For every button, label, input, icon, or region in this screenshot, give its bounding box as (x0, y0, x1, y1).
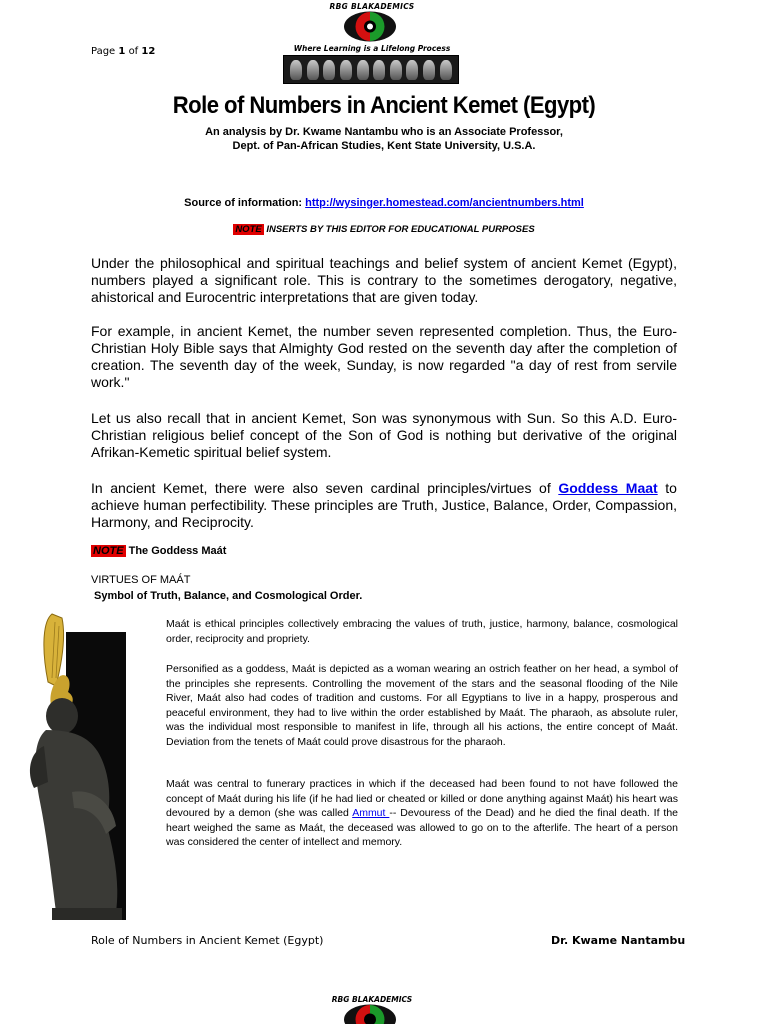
logo-title: RBG BLAKADEMICS (329, 2, 415, 11)
note-tag: NOTE (93, 545, 124, 557)
rbg-logo-emblem-icon (343, 1004, 397, 1024)
portrait-icon (357, 60, 369, 80)
portrait-strip (283, 55, 459, 84)
portrait-icon (390, 60, 402, 80)
virtues-subheading: Symbol of Truth, Balance, and Cosmological Order. (94, 590, 363, 602)
portrait-icon (290, 60, 302, 80)
maat-funerary: Maát was central to funerary practices in which if the deceased had been found to not have followed the concept of Maát during his life (if he had lied or cheated or killed or done anything against Maát) his heart was devoured by a demon (she was called Ammut -- Devouress of the Dead) and he died the final death. If the heart weighed the same as Maát, the deceased was allowed to go on to the afterlife. The heart of a person was considered the center of intellect and memory. (166, 778, 679, 848)
next-page-logo-title: RBG BLAKADEMICS (331, 995, 413, 1004)
footer-title: Role of Numbers in Ancient Kemet (Egypt) (91, 934, 324, 947)
page-title: Role of Numbers in Ancient Kemet (Egypt) (172, 92, 596, 119)
virtues-heading: VIRTUES OF MAÁT (91, 574, 191, 586)
subtitle-line-1: An analysis by Dr. Kwame Nantambu who is an Associate Professor, (205, 126, 563, 138)
maat-personified: Personified as a goddess, Maát is depicted as a woman wearing an ostrich feather on her head, a symbol of the principles she represents. Controlling the movement of the stars and the seasonal flooding of the Nile River, Maát also had codes of tradition and customs. For all Egyptians to live in a happy, prosperous and peaceful environment, they had to live within the order established by Maát. The pharaoh, as absolute ruler, was the individual most responsible to manifest in life, through all his actions, the entire concept of Maát. Deviation from the tenets of Maát could prove disastrous for the pharaoh. (166, 663, 678, 748)
source-link[interactable]: http://wysinger.homestead.com/ancientnumbers.html (305, 197, 584, 209)
source-line (0, 197, 768, 209)
portrait-icon (423, 60, 435, 80)
ammut-link[interactable]: Ammut (352, 807, 390, 819)
portrait-icon (406, 60, 418, 80)
editor-note (0, 224, 768, 235)
maat-definition: Maát is ethical principles collectively embracing the values of truth, justice, harmony, balance, cosmological order, reciprocity and propriety. (166, 618, 678, 645)
portrait-icon (440, 60, 452, 80)
paragraph-3: Let us also recall that in ancient Kemet, Son was synonymous with Sun. So this A.D. Euro-Christian religious belief concept of the Son of God is nothing but derivative of the original Afrikan-Kemetic spiritual belief system. (91, 410, 677, 460)
note-text: INSERTS BY THIS EDITOR FOR EDUCATIONAL PURPOSES (263, 224, 535, 235)
logo-tagline: Where Learning is a Lifelong Process (293, 44, 451, 53)
portrait-icon (323, 60, 335, 80)
subtitle-line-2: Dept. of Pan-African Studies, Kent State University, U.S.A. (232, 140, 536, 152)
goddess-note (91, 545, 226, 557)
source-label: Source of information: (184, 197, 306, 209)
portrait-icon (307, 60, 319, 80)
paragraph-2: For example, in ancient Kemet, the number seven represented completion. Thus, the Euro-Christian Holy Bible says that Almighty God rested on the seventh day after the completion of creation. The seventh day of the week, Sunday, is now regarded "a day of rest from servile work." (91, 323, 677, 390)
goddess-note-text: The Goddess Maát (125, 545, 227, 557)
goddess-maat-link[interactable]: Goddess Maat (558, 480, 658, 496)
rbg-logo-emblem-icon (343, 11, 397, 42)
paragraph-4: In ancient Kemet, there were also seven cardinal principles/virtues of Goddess Maat to achieve human perfectibility. These principles are Truth, Justice, Balance, Order, Compassion, Harmony, and Reciprocity. (91, 480, 677, 530)
page-number: Page 1 of 12 (91, 46, 156, 57)
maat-statue-image (22, 612, 148, 924)
paragraph-1: Under the philosophical and spiritual teachings and belief system of ancient Kemet (Egypt), numbers played a significant role. This is contrary to the sometimes derogatory, negative, ahistorical and Eurocentric interpretations that are given today. (91, 255, 677, 305)
portrait-icon (373, 60, 385, 80)
footer-author: Dr. Kwame Nantambu (551, 934, 686, 947)
portrait-icon (340, 60, 352, 80)
note-tag: NOTE (235, 224, 262, 235)
subtitle (0, 125, 768, 153)
